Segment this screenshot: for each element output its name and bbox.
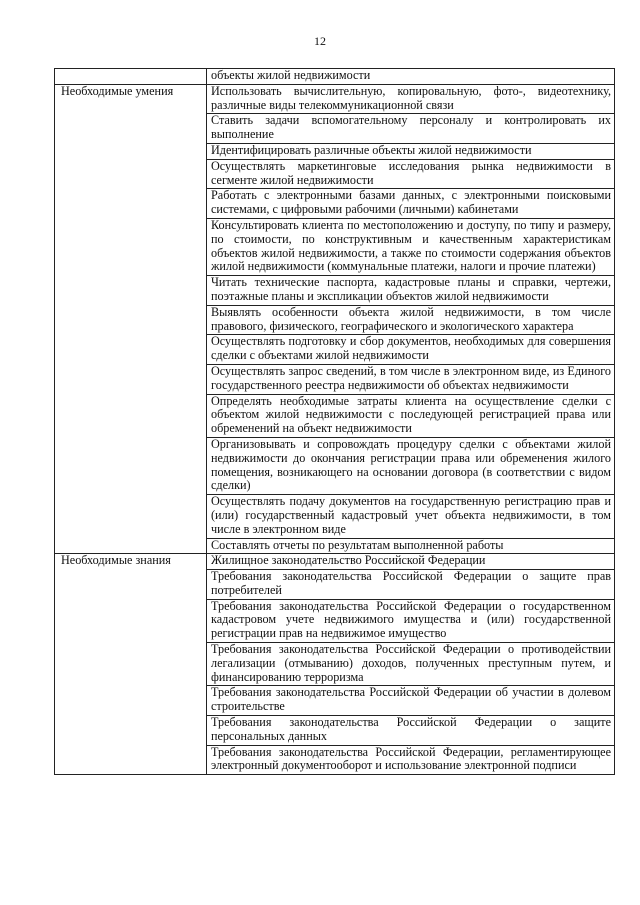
requirement-cell: Осуществлять маркетинговые исследования рынка недвижимости в сегменте жилой недвижимости <box>207 159 615 189</box>
table-row <box>55 69 615 85</box>
table-body <box>55 69 615 775</box>
requirement-cell: Использовать вычислительную, копировальную, фото-, видеотехнику, различные виды телекоммуникационной связи <box>207 84 615 114</box>
requirement-cell: Определять необходимые затраты клиента на осуществление сделки с объектом жилой недвижимости с последующей регистрацией права или обременений на объект недвижимости <box>207 394 615 437</box>
requirement-cell: Выявлять особенности объекта жилой недвижимости, в том числе правового, физического, географического и экологического характера <box>207 305 615 335</box>
section-label <box>55 69 207 85</box>
requirement-cell: Идентифицировать различные объекты жилой недвижимости <box>207 143 615 159</box>
section-label: Необходимые знания <box>55 554 207 775</box>
requirement-cell: Составлять отчеты по результатам выполненной работы <box>207 538 615 554</box>
requirement-cell: Требования законодательства Российской Федерации о защите прав потребителей <box>207 570 615 600</box>
competency-table <box>54 68 615 775</box>
requirement-cell: объекты жилой недвижимости <box>207 69 615 85</box>
requirement-cell: Читать технические паспорта, кадастровые планы и справки, чертежи, поэтажные планы и экспликации объектов жилой недвижимости <box>207 276 615 306</box>
requirement-cell: Требования законодательства Российской Федерации о противодействии легализации (отмыванию) доходов, полученных преступным путем, и финансированию терроризма <box>207 643 615 686</box>
requirement-cell: Осуществлять запрос сведений, в том числе в электронном виде, из Единого государственного реестра недвижимости об объектах недвижимости <box>207 364 615 394</box>
requirement-cell: Организовывать и сопровождать процедуру сделки с объектами жилой недвижимости до окончания регистрации права или обременения жилого помещения, возникающего на основании договора (в соответствии с видом сделки) <box>207 437 615 494</box>
table-row <box>55 554 615 570</box>
requirement-cell: Ставить задачи вспомогательному персоналу и контролировать их выполнение <box>207 114 615 144</box>
requirement-cell: Жилищное законодательство Российской Федерации <box>207 554 615 570</box>
requirement-cell: Осуществлять подготовку и сбор документов, необходимых для совершения сделки с объектами жилой недвижимости <box>207 335 615 365</box>
page-number: 12 <box>314 34 326 48</box>
section-label: Необходимые умения <box>55 84 207 554</box>
requirement-cell: Требования законодательства Российской Федерации о государственном кадастровом учете недвижимого имущества и (или) государственной регистрации прав на недвижимое имущество <box>207 599 615 642</box>
requirement-cell: Требования законодательства Российской Федерации о защите персональных данных <box>207 716 615 746</box>
requirement-cell: Работать с электронными базами данных, с электронными поисковыми системами, с цифровыми рабочими (личными) кабинетами <box>207 189 615 219</box>
table-row <box>55 84 615 114</box>
requirement-cell: Требования законодательства Российской Федерации, регламентирующее электронный документооборот и использование электронной подписи <box>207 745 615 775</box>
requirement-cell: Консультировать клиента по местоположению и доступу, по типу и размеру, по стоимости, по конструктивным и качественным характеристикам объектов жилой недвижимости, а также по стоимости содержания объектов жилой недвижимости (коммунальные платежи, налоги и прочие платежи) <box>207 218 615 275</box>
requirement-cell: Осуществлять подачу документов на государственную регистрацию прав и (или) государственный кадастровый учет объекта недвижимости, в том числе в электронном виде <box>207 495 615 538</box>
requirement-cell: Требования законодательства Российской Федерации об участии в долевом строительстве <box>207 686 615 716</box>
